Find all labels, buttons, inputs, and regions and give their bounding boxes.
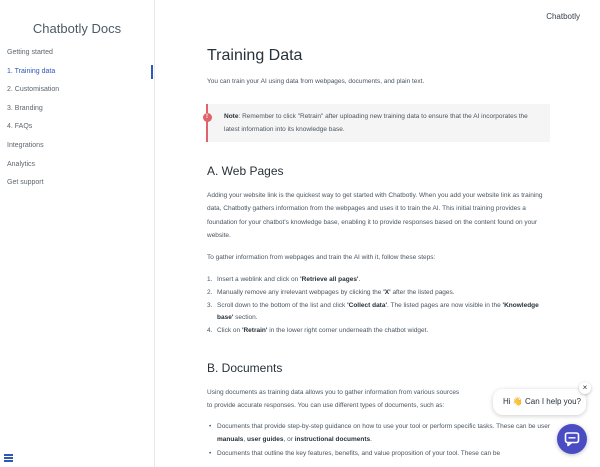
sidebar-nav <box>0 44 154 193</box>
sidebar <box>0 0 155 467</box>
note-callout <box>206 104 550 142</box>
sidebar-item-branding[interactable]: 3. Branding <box>7 104 43 112</box>
chat-launcher-button[interactable] <box>557 424 587 454</box>
documents-paragraph-line1: Using documents as training data allows you to gather information from various sources <box>207 389 460 396</box>
intro-text: You can train your AI using data from webpages, documents, and plain text. <box>207 78 425 85</box>
close-icon[interactable]: × <box>579 382 591 394</box>
sidebar-item-faqs[interactable]: 4. FAQs <box>7 123 33 131</box>
web-pages-steps <box>207 274 550 338</box>
heading-web-pages: A. Web Pages <box>207 164 284 178</box>
alert-icon: ! <box>203 113 212 122</box>
chat-bubble-icon <box>564 431 580 447</box>
list-item: 2. Manually remove any irrelevant webpages by clicking the 'X' after the listed pages. <box>207 288 455 296</box>
hamburger-menu-icon[interactable] <box>4 454 13 462</box>
note-label: Note <box>224 113 239 120</box>
chat-greeting-bubble[interactable]: Hi 👋 Can I help you? <box>493 389 586 415</box>
sidebar-item-getting-started[interactable]: Getting started <box>7 49 53 56</box>
note-body: : Remember to click "Retrain" after uploading new training data to ensure that the AI incorporates the latest information into its knowledge base. <box>224 113 528 133</box>
documents-paragraph-line2: to provide accurate responses. You can use different types of documents, such as: <box>207 402 445 409</box>
sidebar-item-customisation[interactable]: 2. Customisation <box>7 86 60 94</box>
sidebar-item-analytics[interactable]: Analytics <box>7 160 36 168</box>
sidebar-item-training-data[interactable]: 1. Training data <box>0 63 154 82</box>
list-item: 1. Insert a weblink and click on 'Retrieve all pages'. <box>207 276 361 283</box>
web-pages-instructions: To gather information from webpages and train the AI with it, follow these steps: <box>207 254 436 261</box>
sidebar-item-integrations[interactable]: Integrations <box>7 141 44 149</box>
list-item: • Documents that provide step-by-step guidance on how to use your tool or perform specific tasks. These can be user manuals, user guides, or instructional documents. <box>207 420 550 446</box>
heading-documents: B. Documents <box>207 361 283 375</box>
sidebar-title[interactable]: Chatbotly Docs <box>32 21 122 36</box>
list-item: 3. Scroll down to the bottom of the list and click 'Collect data'. The listed pages are now visible in the 'Knowledge base' section. <box>207 301 539 322</box>
list-item: 4. Click on 'Retrain' in the lower right corner underneath the chatbot widget. <box>207 327 429 335</box>
note-text <box>224 110 544 136</box>
topbar-brand[interactable]: Chatbotly <box>546 12 580 21</box>
list-item: • Documents that outline the key features, benefits, and value proposition of your tool. These can be <box>207 447 550 460</box>
page-title: Training Data <box>207 47 303 64</box>
web-pages-paragraph: Adding your website link is the quickest way to get started with Chatbotly. When you add your website link as training data, Chatbotly gathers information from the webpages and uses it to train the AI. This initial training provides a foundation for your chatbot's knowledge base, enabling it to provide responses based on the content found on your website. <box>207 192 543 240</box>
sidebar-item-get-support[interactable]: Get support <box>7 179 44 187</box>
documents-bullets <box>207 420 550 461</box>
